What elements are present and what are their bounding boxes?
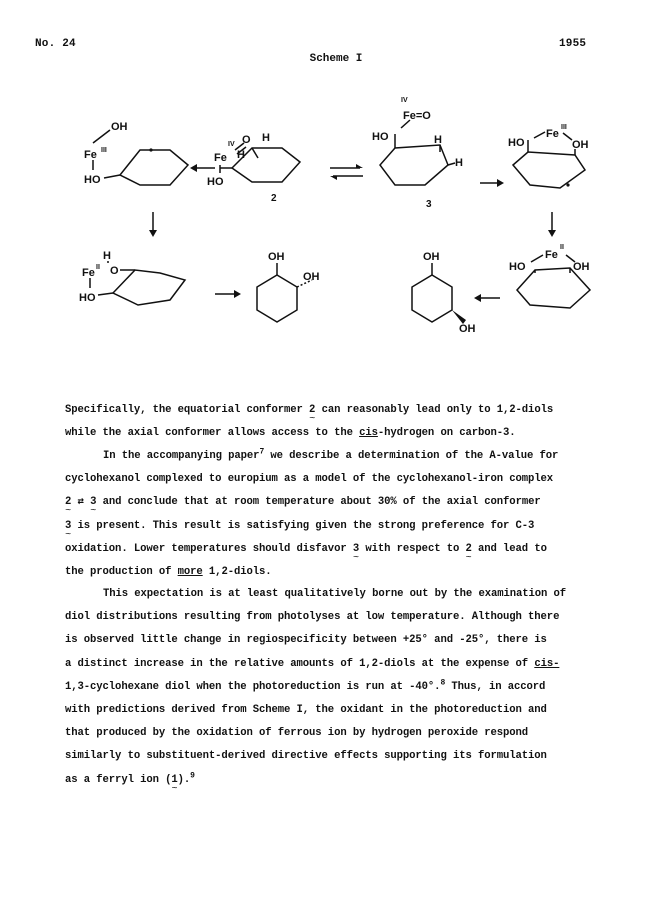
label-oxidation-iii: III bbox=[101, 147, 107, 154]
radical-dot bbox=[149, 148, 152, 151]
label-oh: OH bbox=[459, 323, 476, 335]
label-fe-oxo: Fe=O bbox=[403, 110, 431, 122]
label-h: H bbox=[262, 132, 270, 144]
label-fe: Fe bbox=[214, 152, 227, 164]
arrow-right bbox=[480, 179, 504, 187]
bond bbox=[563, 133, 572, 140]
emphasis: more bbox=[177, 565, 203, 578]
label-ho: HO bbox=[508, 137, 525, 149]
arrow-left bbox=[474, 294, 500, 302]
structure-2 bbox=[207, 132, 300, 204]
bond bbox=[104, 175, 120, 178]
bond bbox=[448, 163, 455, 165]
bond bbox=[252, 148, 258, 158]
cyclohexane-ring bbox=[412, 275, 452, 322]
compound-ref: 2 ~ bbox=[65, 491, 71, 514]
structure-fe3-hydroxyl bbox=[508, 124, 589, 188]
label-oh: OH bbox=[268, 251, 285, 263]
label-fe: Fe bbox=[545, 249, 558, 261]
compound-number-3: 3 bbox=[426, 199, 432, 210]
compound-ref: 3 ~ bbox=[65, 515, 71, 538]
cyclohexane-ring bbox=[380, 145, 448, 185]
bond bbox=[93, 130, 110, 143]
page-number: 1955 bbox=[559, 38, 587, 50]
label-h: H bbox=[455, 157, 463, 169]
arrow-down-left bbox=[149, 212, 157, 237]
arrow-down-right bbox=[548, 212, 556, 237]
label-ho: HO bbox=[372, 131, 389, 143]
label-ho: HO bbox=[207, 176, 224, 188]
label-oxidation-ii: II bbox=[560, 244, 564, 251]
label-h: H bbox=[103, 250, 111, 262]
paragraph-3: This expectation is at least qualitatively borne out by the examination of diol distributions resulting from photolyses at low temperature. Although there is observed little change in regiospecificity between +25° and -25°, there is a distinct increase in the relative amounts of 1,2-diols at the expense of cis- 1,3-cyclohexane diol when the photoreduction is run at -40°.$^8$ Thus, in accord with predictions derived from Scheme I, the oxidant in the photoreduction and that produced by the oxidation of ferrous ion by hydrogen peroxide respond similarly to substituent-derived directive effects supporting its formulation as a ferryl ion (1 ~).$^9$ bbox=[65, 583, 625, 792]
running-header-issue: No. 24 bbox=[35, 38, 76, 50]
label-oh: OH bbox=[111, 121, 128, 133]
label-oh: OH bbox=[572, 139, 589, 151]
label-o: O bbox=[242, 134, 251, 146]
compound-ref: 2 ~ bbox=[465, 538, 471, 561]
structure-1-2-diol bbox=[257, 251, 320, 322]
equilibrium-arrows bbox=[330, 164, 363, 180]
cyclohexane-ring bbox=[513, 152, 585, 188]
label-ho: HO bbox=[79, 292, 96, 304]
footnote-ref: 7 bbox=[259, 447, 265, 457]
label-ho: HO bbox=[509, 261, 526, 273]
structure-fe3-complex bbox=[84, 121, 188, 186]
label-fe: Fe bbox=[546, 128, 559, 140]
label-o: O bbox=[110, 265, 119, 277]
emphasis: cis bbox=[359, 427, 378, 440]
label-oh: OH bbox=[573, 261, 590, 273]
emphasis: cis- bbox=[534, 657, 560, 670]
structure-1-3-diol bbox=[412, 251, 476, 335]
scheme-title: Scheme I bbox=[309, 53, 363, 65]
label-oh: OH bbox=[303, 271, 320, 283]
label-h: H bbox=[434, 134, 442, 146]
compound-ref: 1 ~ bbox=[171, 769, 177, 792]
label-fe: Fe bbox=[82, 267, 95, 279]
cyclohexane-ring bbox=[113, 270, 185, 305]
compound-ref: 3 ~ bbox=[353, 538, 359, 561]
structure-fe2-complex bbox=[79, 250, 185, 305]
cyclohexane-ring bbox=[257, 275, 297, 322]
cyclohexane-ring bbox=[517, 268, 590, 308]
label-ho: HO bbox=[84, 174, 101, 186]
label-oh: OH bbox=[423, 251, 440, 263]
label-fe: Fe bbox=[84, 149, 97, 161]
bond bbox=[534, 132, 545, 138]
footnote-ref: 9 bbox=[190, 770, 195, 780]
bond bbox=[98, 293, 113, 295]
label-h: H bbox=[237, 149, 245, 161]
label-oxidation-iv: IV bbox=[228, 141, 235, 148]
arrow-left bbox=[190, 164, 215, 172]
label-oxidation-ii: II bbox=[96, 264, 100, 271]
structure-fe2-hydroxyl bbox=[509, 244, 590, 308]
reaction-scheme bbox=[0, 0, 672, 380]
wedge-bond bbox=[452, 310, 466, 324]
compound-number-2: 2 bbox=[271, 193, 277, 204]
label-oxidation-iii: III bbox=[561, 124, 567, 131]
cyclohexane-ring bbox=[120, 150, 188, 185]
label-oxidation-iv: IV bbox=[401, 97, 408, 104]
structure-3 bbox=[372, 97, 463, 210]
bond bbox=[531, 255, 543, 262]
footnote-ref: 8 bbox=[440, 678, 446, 688]
paragraph-1: Specifically, the equatorial conformer 2 ~ can reasonably lead only to 1,2-diols while the axial conformer allows access to the cis-hydrogen on carbon-3. bbox=[65, 399, 625, 445]
arrow-right bbox=[215, 290, 241, 298]
compound-ref: 3 ~ bbox=[90, 491, 96, 514]
paragraph-2: In the accompanying paper$^7$ we describe a determination of the A-value for cyclohexanol complexed to europium as a model of the cyclohexanol-iron complex 2 ~ ⇄ 3 ~ and conclude that at room temperature about 30% of the axial conformer 3 ~ is present. This result is satisfying given the strong preference for C-3 oxidation. Lower temperatures should disfavor 3 ~ with respect to 2 ~ and lead to the production of more 1,2-diols. bbox=[65, 445, 625, 584]
compound-ref: 2 ~ bbox=[309, 399, 315, 422]
radical-dot bbox=[566, 183, 569, 186]
